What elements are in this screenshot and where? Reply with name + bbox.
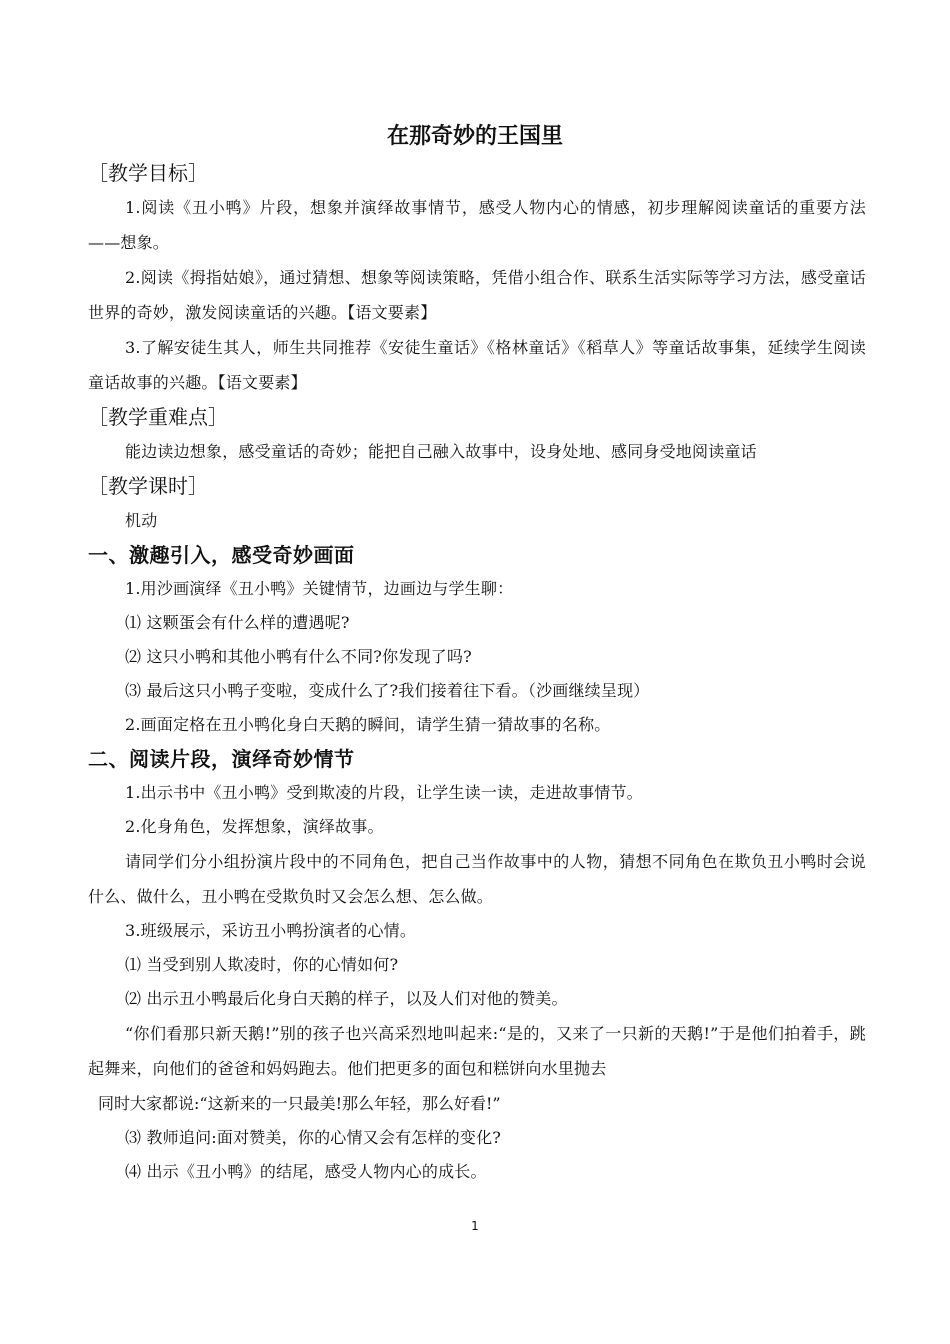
part2-line: ⑶ 教师追问:面对赞美，你的心情又会有怎样的变化?	[125, 1128, 502, 1147]
difficulty-heading: ［教学重难点］	[88, 405, 228, 429]
part2-line: 请同学们分小组扮演片段中的不同角色，把自己当作故事中的人物，猜想不同角色在欺负丑小鸭时会说什么、做什么，丑小鸭在受欺负时又会怎么想、怎么做。	[88, 852, 866, 906]
part2-heading: 二、阅读片段，演绎奇妙情节	[88, 747, 355, 771]
part1-line: ⑵ 这只小鸭和其他小鸭有什么不同?你发现了吗?	[125, 647, 472, 666]
part2-line: 2.化身角色，发挥想象，演绎故事。	[125, 817, 384, 836]
period-text: 机动	[125, 511, 158, 530]
part1-line: 1.用沙画演绎《丑小鸭》关键情节，边画边与学生聊：	[125, 579, 514, 598]
part2-line: ⑷ 出示《丑小鸭》的结尾，感受人物内心的成长。	[125, 1162, 487, 1181]
document-body	[88, 156, 866, 1189]
part2-line: 3.班级展示，采访丑小鸭扮演者的心情。	[125, 921, 417, 940]
part2-line: ⑴ 当受到别人欺凌时，你的心情如何?	[125, 955, 399, 974]
goal-item: 3.了解安徒生其人，师生共同推荐《安徒生童话》《格林童话》《稻草人》等童话故事集，延续学生阅读童话故事的兴趣。【语文要素】	[88, 338, 866, 392]
quote-text: “你们看那只新天鹅!”别的孩子也兴高采烈地叫起来:“是的，又来了一只新的天鹅!”于是他们拍着手，跳起舞来，向他们的爸爸和妈妈跑去。他们把更多的面包和糕饼向水里抛去	[88, 1024, 866, 1078]
document-title: 在那奇妙的王国里	[386, 124, 563, 149]
part1-line: ⑴ 这颗蛋会有什么样的遭遇呢?	[125, 613, 350, 632]
goals-heading: ［教学目标］	[88, 161, 208, 185]
goal-item: 2.阅读《拇指姑娘》，通过猜想、想象等阅读策略，凭借小组合作、联系生活实际等学习方法，感受童话世界的奇妙，激发阅读童话的兴趣。【语文要素】	[88, 268, 866, 322]
part1-line: ⑶ 最后这只小鸭子变啦，变成什么了?我们接着往下看。（沙画继续呈现）	[125, 681, 650, 700]
goal-item: 1.阅读《丑小鸭》片段，想象并演绎故事情节，感受人物内心的情感，初步理解阅读童话的重要方法——想象。	[88, 198, 866, 252]
quote-text-continued: 同时大家都说:“这新来的一只最美!那么年轻，那么好看!”	[98, 1094, 501, 1113]
difficulty-text: 能边读边想象，感受童话的奇妙；能把自己融入故事中，设身处地、感同身受地阅读童话	[125, 442, 757, 461]
part1-heading: 一、激趣引入，感受奇妙画面	[88, 543, 355, 567]
part1-line: 2.画面定格在丑小鸭化身白天鹅的瞬间，请学生猜一猜故事的名称。	[125, 715, 611, 734]
part2-line: 1.出示书中《丑小鸭》受到欺凌的片段，让学生读一读，走进故事情节。	[125, 783, 643, 802]
page-number: 1	[471, 1219, 479, 1233]
period-heading: ［教学课时］	[88, 474, 208, 498]
part2-line: ⑵ 出示丑小鸭最后化身白天鹅的样子，以及人们对他的赞美。	[125, 989, 568, 1008]
